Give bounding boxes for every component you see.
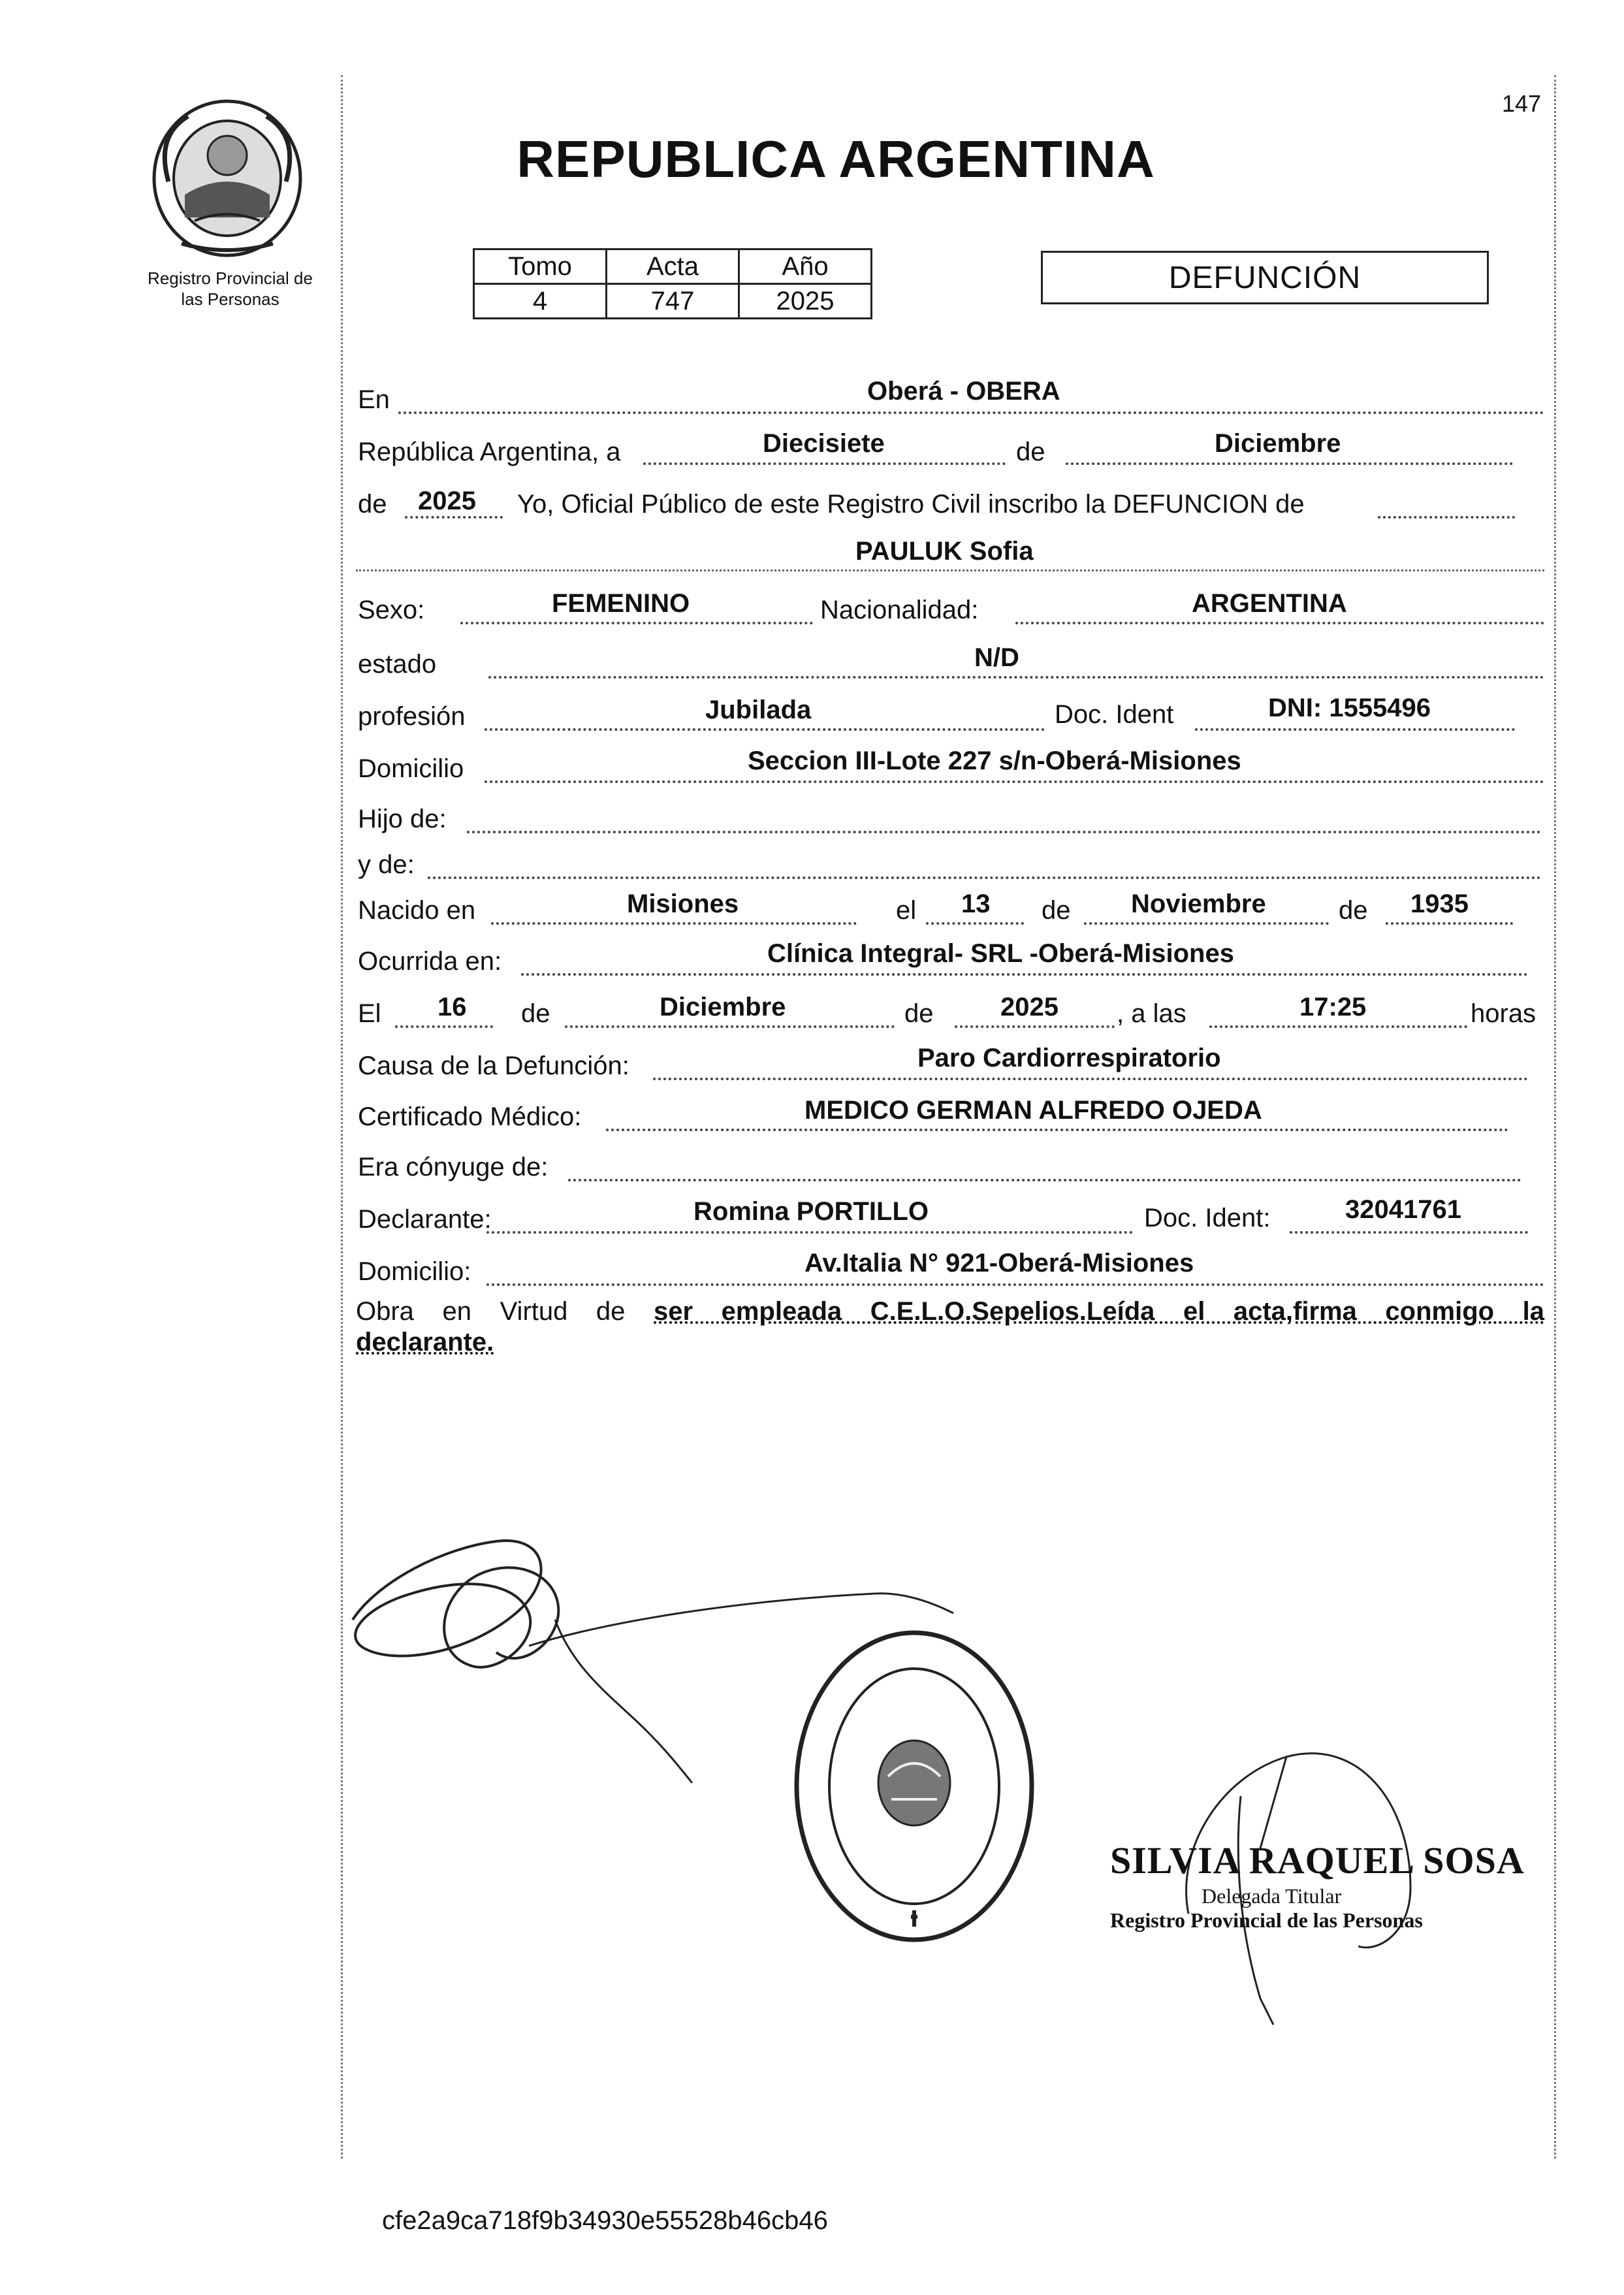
causa-label: Causa de la Defunción:	[358, 1051, 629, 1080]
declarante-value: Romina PORTILLO	[693, 1197, 929, 1226]
doc-ident2-value: 32041761	[1345, 1195, 1461, 1224]
a-las-label: , a las	[1117, 999, 1186, 1028]
nacionalidad-label: Nacionalidad:	[820, 596, 979, 624]
obra-texto-fin: declarante.	[356, 1328, 494, 1356]
doc-ident-label: Doc. Ident	[1055, 700, 1174, 729]
domicilio2-value: Av.Italia N° 921-Oberá-Misiones	[804, 1249, 1194, 1277]
anio-value: 2025	[418, 487, 476, 515]
de-label-2: de	[358, 490, 387, 519]
dia-line	[643, 462, 1006, 465]
certificado-line	[606, 1129, 1508, 1131]
ocurrida-label: Ocurrida en:	[358, 947, 502, 976]
nacido-dia-line	[926, 922, 1024, 925]
nacido-anio-value: 1935	[1410, 890, 1469, 918]
deceased-name: PAULUK Sofia	[855, 537, 1034, 566]
nacido-dia-value: 13	[961, 890, 991, 918]
document-hash: cfe2a9ca718f9b34930e55528b46cb46	[382, 2206, 828, 2235]
y-de-label: y de:	[358, 850, 415, 879]
left-margin-line	[341, 75, 343, 2159]
dia-value: Diecisiete	[763, 429, 885, 458]
conyuge-line	[568, 1179, 1521, 1181]
hijo-de-label: Hijo de:	[358, 805, 447, 833]
nacionalidad-line	[1015, 622, 1544, 624]
de-label-1: de	[1016, 438, 1045, 466]
closing-text	[356, 1295, 1544, 1328]
acta-value: 747	[607, 284, 739, 319]
delegation-stamp	[777, 1620, 1051, 1959]
sexo-label: Sexo:	[358, 596, 425, 624]
acta-header: Acta	[607, 249, 739, 284]
hora-value: 17:25	[1299, 993, 1367, 1021]
fallec-dia-value: 16	[438, 993, 467, 1021]
estado-label: estado	[358, 650, 437, 679]
nacido-en-label: Nacido en	[358, 896, 476, 925]
virtud-label: Virtud de	[500, 1297, 626, 1326]
domicilio2-label: Domicilio:	[358, 1257, 471, 1286]
causa-value: Paro Cardiorrespiratorio	[917, 1044, 1221, 1072]
officer-organization: Registro Provincial de las Personas	[1110, 1908, 1423, 1932]
page-number: 147	[1502, 90, 1542, 117]
ocurrida-value: Clínica Integral- SRL -Oberá-Misiones	[767, 939, 1234, 968]
reference-header-row	[474, 249, 872, 284]
obra-label: Obra	[356, 1297, 414, 1326]
causa-line	[653, 1078, 1528, 1080]
nacido-mes-value: Noviembre	[1131, 890, 1266, 918]
nacido-de-label-1: de	[1042, 896, 1071, 925]
mes-value: Diciembre	[1215, 429, 1341, 458]
inscripcion-trail-line	[1378, 516, 1515, 519]
document-type-box: DEFUNCIÓN	[1041, 251, 1489, 304]
declarante-line	[486, 1231, 1133, 1234]
reference-value-row	[474, 284, 872, 319]
anio-value: 2025	[739, 284, 872, 319]
doc-ident-line	[1195, 728, 1515, 731]
fallec-de-label-1: de	[521, 999, 550, 1028]
right-margin-line	[1554, 75, 1556, 2159]
republica-label: República Argentina, a	[358, 438, 621, 466]
anio-line	[405, 516, 503, 519]
fallec-de-label-2: de	[904, 999, 934, 1028]
estado-line	[488, 676, 1544, 679]
nacionalidad-value: ARGENTINA	[1192, 589, 1347, 618]
lugar-value: Oberá - OBERA	[867, 377, 1060, 406]
obra-texto: ser empleada C.E.L.O.Sepelios.Leída el acta,firma conmigo la	[654, 1297, 1545, 1326]
lugar-line	[398, 411, 1544, 414]
domicilio-label: Domicilio	[358, 754, 464, 783]
fallec-dia-line	[395, 1025, 493, 1028]
nacido-anio-line	[1386, 922, 1513, 925]
nacido-de-label-2: de	[1339, 896, 1368, 925]
en-label: En	[358, 385, 390, 414]
province-seal-logo	[149, 97, 306, 260]
domicilio2-line	[486, 1283, 1544, 1286]
tomo-header: Tomo	[474, 249, 607, 284]
reference-table	[473, 248, 872, 319]
nacido-lugar-line	[491, 922, 857, 925]
nacido-mes-line	[1084, 922, 1329, 925]
certificado-value: MEDICO GERMAN ALFREDO OJEDA	[804, 1096, 1262, 1125]
inscripcion-label: Yo, Oficial Público de este Registro Civil inscribo la DEFUNCION de	[517, 490, 1305, 519]
certificado-label: Certificado Médico:	[358, 1102, 582, 1131]
officer-name: SILVIA RAQUEL SOSA	[1110, 1839, 1525, 1882]
fallec-anio-line	[955, 1025, 1115, 1028]
registry-line-1: Registro Provincial de	[148, 268, 313, 288]
registry-line-2: las Personas	[181, 289, 279, 309]
declarante-label: Declarante:	[358, 1205, 492, 1234]
sexo-line	[460, 622, 813, 624]
officer-role: Delegada Titular	[1202, 1884, 1342, 1908]
hora-line	[1209, 1025, 1467, 1028]
nacido-lugar-value: Misiones	[627, 890, 739, 918]
domicilio-value: Seccion III-Lote 227 s/n-Oberá-Misiones	[748, 746, 1241, 775]
horas-label: horas	[1471, 999, 1536, 1028]
anio-header: Año	[739, 249, 872, 284]
hijo-de-line	[467, 831, 1541, 833]
nacido-el-label: el	[896, 896, 917, 925]
sexo-value: FEMENINO	[552, 589, 690, 618]
fallec-mes-line	[565, 1025, 895, 1028]
registry-name	[118, 268, 343, 310]
mes-line	[1066, 462, 1513, 465]
document-title: REPUBLICA ARGENTINA	[517, 130, 1155, 188]
ocurrida-line	[521, 973, 1528, 976]
profesion-value: Jubilada	[705, 696, 812, 724]
fallec-el-label: El	[358, 999, 381, 1028]
name-line	[356, 570, 1544, 571]
y-de-line	[428, 876, 1541, 879]
domicilio-line	[485, 780, 1544, 783]
doc-ident2-line	[1290, 1231, 1528, 1234]
doc-ident2-label: Doc. Ident:	[1144, 1204, 1271, 1232]
profesion-line	[485, 728, 1045, 731]
conyuge-label: Era cónyuge de:	[358, 1153, 549, 1181]
doc-ident-value: DNI: 1555496	[1268, 694, 1431, 722]
fallec-anio-value: 2025	[1000, 993, 1059, 1021]
en-word-label: en	[442, 1297, 472, 1326]
profesion-label: profesión	[358, 702, 466, 731]
fallec-mes-value: Diciembre	[660, 993, 786, 1021]
tomo-value: 4	[474, 284, 607, 319]
estado-value: N/D	[974, 643, 1019, 672]
